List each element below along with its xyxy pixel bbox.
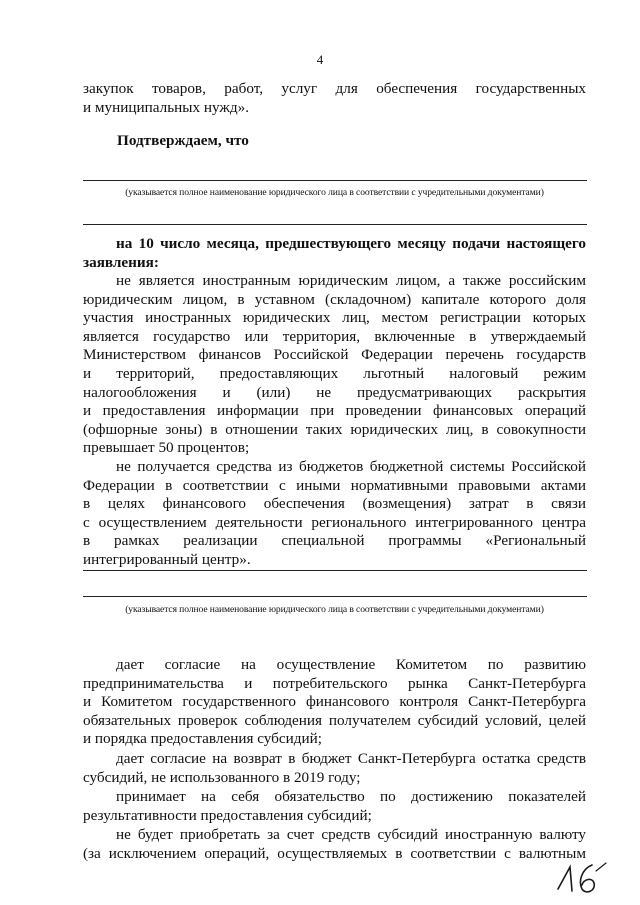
text-line: налогообложения и (или) не предусматривающих раскрытия	[83, 383, 586, 401]
caption-legal-name: (указывается полное наименование юридического лица в соответствии с учредительными документами)	[125, 604, 544, 615]
paragraph-foreign-entity	[83, 272, 586, 458]
page-number: 4	[316, 52, 324, 67]
text-line: обязательных проверок соблюдения получателем субсидий условий, целей	[83, 711, 586, 729]
text-line: закупок товаров, работ, услуг для обеспечения государственных	[83, 80, 586, 97]
fill-in-line	[83, 596, 587, 597]
text-line: не будет приобретать за счет средств субсидий иностранную валюту	[116, 826, 586, 843]
text-line: принимает на себя обязательство по достижению показателей	[116, 788, 586, 805]
text-line: участия иностранных юридических лиц, местом регистрации которых	[83, 309, 586, 327]
text-line: дает согласие на возврат в бюджет Санкт-Петербурга остатка средств	[116, 750, 586, 767]
text-line: не является иностранным юридическим лицом, а также российским	[116, 272, 586, 289]
text-line: предпринимательства и потребительского рынка Санкт-Петербурга	[83, 674, 586, 692]
text-line: и порядка предоставления субсидий;	[83, 730, 322, 748]
paragraph-obligation	[83, 788, 586, 825]
text-line: Федерации в соответствии с иными нормативными правовыми актами	[83, 476, 586, 494]
text-line: интегрированный центр».	[83, 550, 251, 568]
text-line: в рамках реализации специальной программы «Региональный	[83, 532, 586, 550]
text-line: субсидий, не использованного в 2019 году;	[83, 768, 361, 786]
caption-legal-name: (указывается полное наименование юридического лица в соответствии с учредительными документами)	[125, 187, 544, 198]
text-line: не получается средства из бюджетов бюджетной системы Российской	[116, 458, 586, 475]
text-line: заявления:	[83, 253, 159, 271]
fill-in-line	[83, 570, 587, 571]
intro-paragraph	[83, 80, 586, 117]
handwritten-page-mark	[552, 859, 612, 897]
text-line: результативности предоставления субсидий;	[83, 806, 372, 824]
text-line: (офшорные зоны) в отношении таких юридических лиц, в совокупности	[83, 420, 586, 438]
text-line: (за исключением операций, осуществляемых в соответствии с валютным	[83, 844, 586, 862]
text-line: и предоставления информации при проведении финансовых операций	[83, 402, 586, 420]
text-line: превышает 50 процентов;	[83, 439, 250, 457]
paragraph-consent-return	[83, 750, 586, 787]
text-line: и территорий, предоставляющих льготный налоговый режим	[83, 364, 586, 382]
text-line: юридическим лицом, в уставном (складочном) капитале которого доля	[83, 290, 586, 308]
confirm-heading: Подтверждаем, что	[117, 132, 249, 149]
fill-in-line	[83, 180, 587, 181]
text-line: и Комитетом государственного финансового контроля Санкт-Петербурга	[83, 693, 586, 711]
fill-in-line	[83, 224, 587, 225]
paragraph-consent-inspection	[83, 656, 586, 749]
text-line: в целях финансового обеспечения (возмещения) затрат в связи	[83, 495, 586, 513]
paragraph-currency	[83, 826, 586, 863]
text-line: является государство или территория, включенные в утверждаемый	[83, 327, 586, 345]
text-line: с осуществлением деятельности регионального интегрированного центра	[83, 513, 586, 531]
text-line: Министерством финансов Российской Федерации перечень государств	[83, 346, 586, 364]
text-line: на 10 число месяца, предшествующего месяцу подачи настоящего	[116, 235, 586, 252]
paragraph-budget-funds	[83, 458, 586, 570]
text-line: дает согласие на осуществление Комитетом по развитию	[116, 656, 586, 673]
text-line: и муниципальных нужд».	[83, 98, 250, 116]
date-heading	[83, 235, 586, 272]
